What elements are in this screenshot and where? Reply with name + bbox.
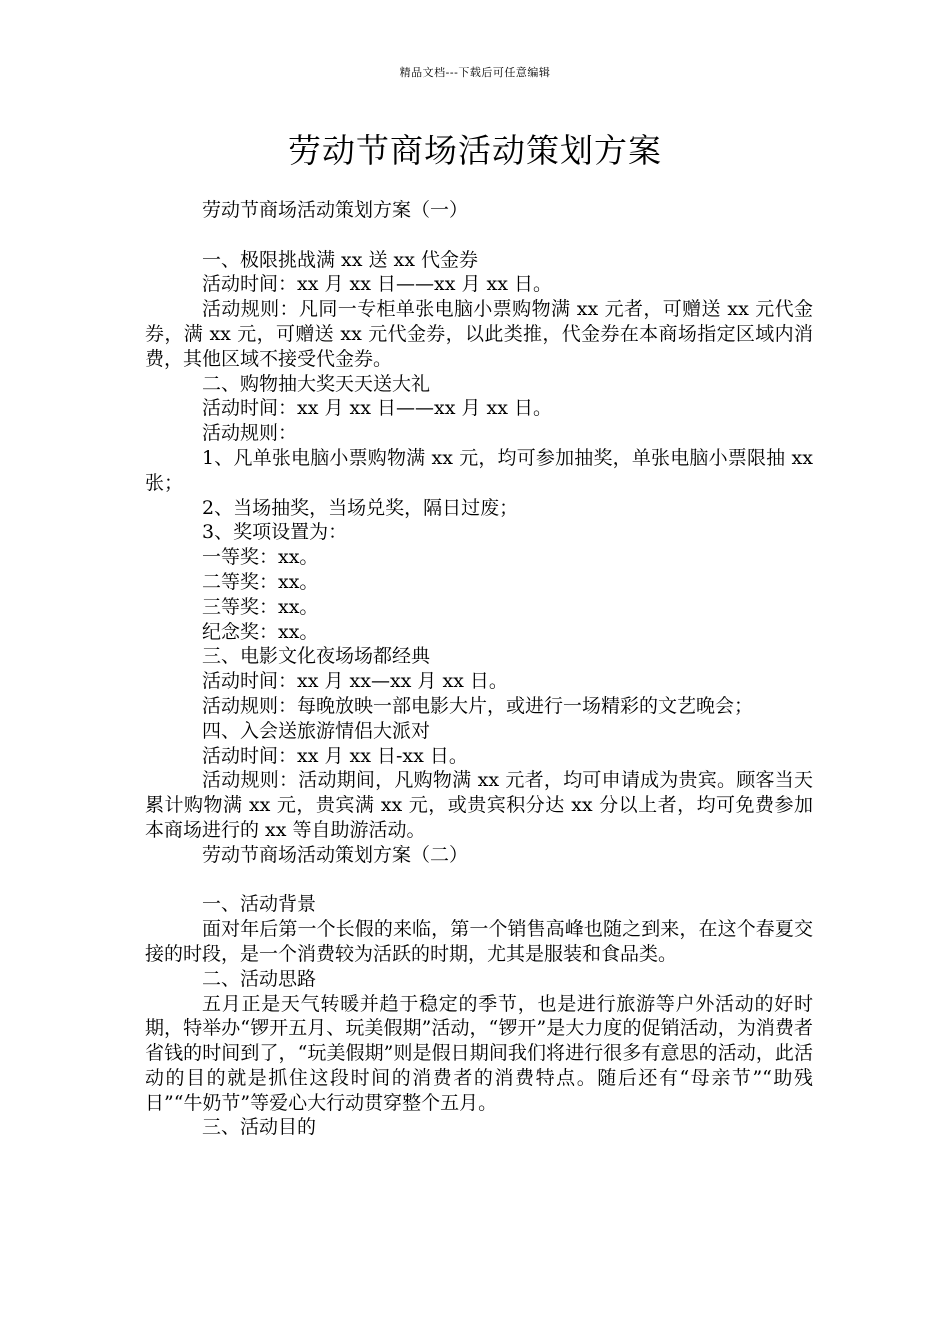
- activity-time: 活动时间：xx 月 xx—xx 月 xx 日。: [202, 670, 508, 693]
- activity-time: 活动时间：xx 月 xx 日-xx 日。: [202, 744, 468, 767]
- prize-item: 二等奖：xx。: [202, 570, 319, 593]
- header-note: 精品文档---下载后可任意编辑: [399, 66, 551, 79]
- item-heading: 二、活动思路: [202, 967, 317, 990]
- activity-rules: 活动规则：活动期间，凡购物满 xx 元者，均可申请成为贵宾。顾客当天累计购物满 xx 元，贵宾满 xx 元，或贵宾积分达 xx 分以上者，均可免费参加本商场进行的 xx 等自助游活动。: [145, 769, 813, 841]
- prize-item: 一等奖：xx。: [202, 546, 319, 569]
- body-paragraph: 五月正是天气转暖并趋于稳定的季节，也是进行旅游等户外活动的好时期，特举办“锣开五月、玩美假期”活动，“锣开”是大力度的促销活动，为消费者省钱的时间到了，“玩美假期”则是假日期间我们将进行很多有意思的活动，此活动的目的就是抓住这段时间的消费者的消费特点。随后还有“母亲节”“助残日”“牛奶节”等爱心大行动贯穿整个五月。: [145, 992, 813, 1114]
- item-heading: 四、入会送旅游情侣大派对: [202, 719, 431, 742]
- item-heading: 三、电影文化夜场场都经典: [202, 645, 431, 668]
- rule-item: 2、当场抽奖，当场兑奖，隔日过废；: [202, 496, 519, 519]
- rule-item: 1、凡单张电脑小票购物满 xx 元，均可参加抽奖，单张电脑小票限抽 xx 张；: [145, 446, 813, 494]
- activity-rules: 活动规则：凡同一专柜单张电脑小票购物满 xx 元者，可赠送 xx 元代金券，满 xx 元，可赠送 xx 元代金券，以此类推，代金券在本商场指定区域内消费，其他区域不接受代金券。: [145, 298, 813, 370]
- document-title: 劳动节商场活动策划方案: [288, 131, 662, 170]
- section-heading-plan-one: 劳动节商场活动策划方案（一）: [202, 199, 469, 221]
- blank-line: [145, 223, 813, 248]
- prize-item: 纪念奖：xx。: [202, 620, 319, 643]
- activity-rules: 活动规则：每晚放映一部电影大片，或进行一场精彩的文艺晚会；: [202, 694, 754, 717]
- rule-item: 3、奖项设置为：: [202, 521, 348, 544]
- activity-time: 活动时间：xx 月 xx 日——xx 月 xx 日。: [202, 273, 552, 296]
- prize-item: 三等奖：xx。: [202, 595, 319, 618]
- section-heading-plan-two: 劳动节商场活动策划方案（二）: [202, 843, 469, 866]
- item-heading: 一、活动背景: [202, 893, 317, 916]
- item-heading: 二、购物抽大奖天天送大礼: [202, 372, 431, 395]
- activity-rules-label: 活动规则：: [202, 422, 298, 445]
- item-heading: 三、活动目的: [202, 1116, 317, 1139]
- item-heading: 一、极限挑战满 xx 送 xx 代金券: [202, 248, 479, 271]
- blank-line: [145, 868, 813, 893]
- activity-time: 活动时间：xx 月 xx 日——xx 月 xx 日。: [202, 397, 552, 420]
- document-body: [145, 198, 813, 1140]
- body-paragraph: 面对年后第一个长假的来临，第一个销售高峰也随之到来，在这个春夏交接的时段，是一个消费较为活跃的时期，尤其是服装和食品类。: [145, 918, 813, 965]
